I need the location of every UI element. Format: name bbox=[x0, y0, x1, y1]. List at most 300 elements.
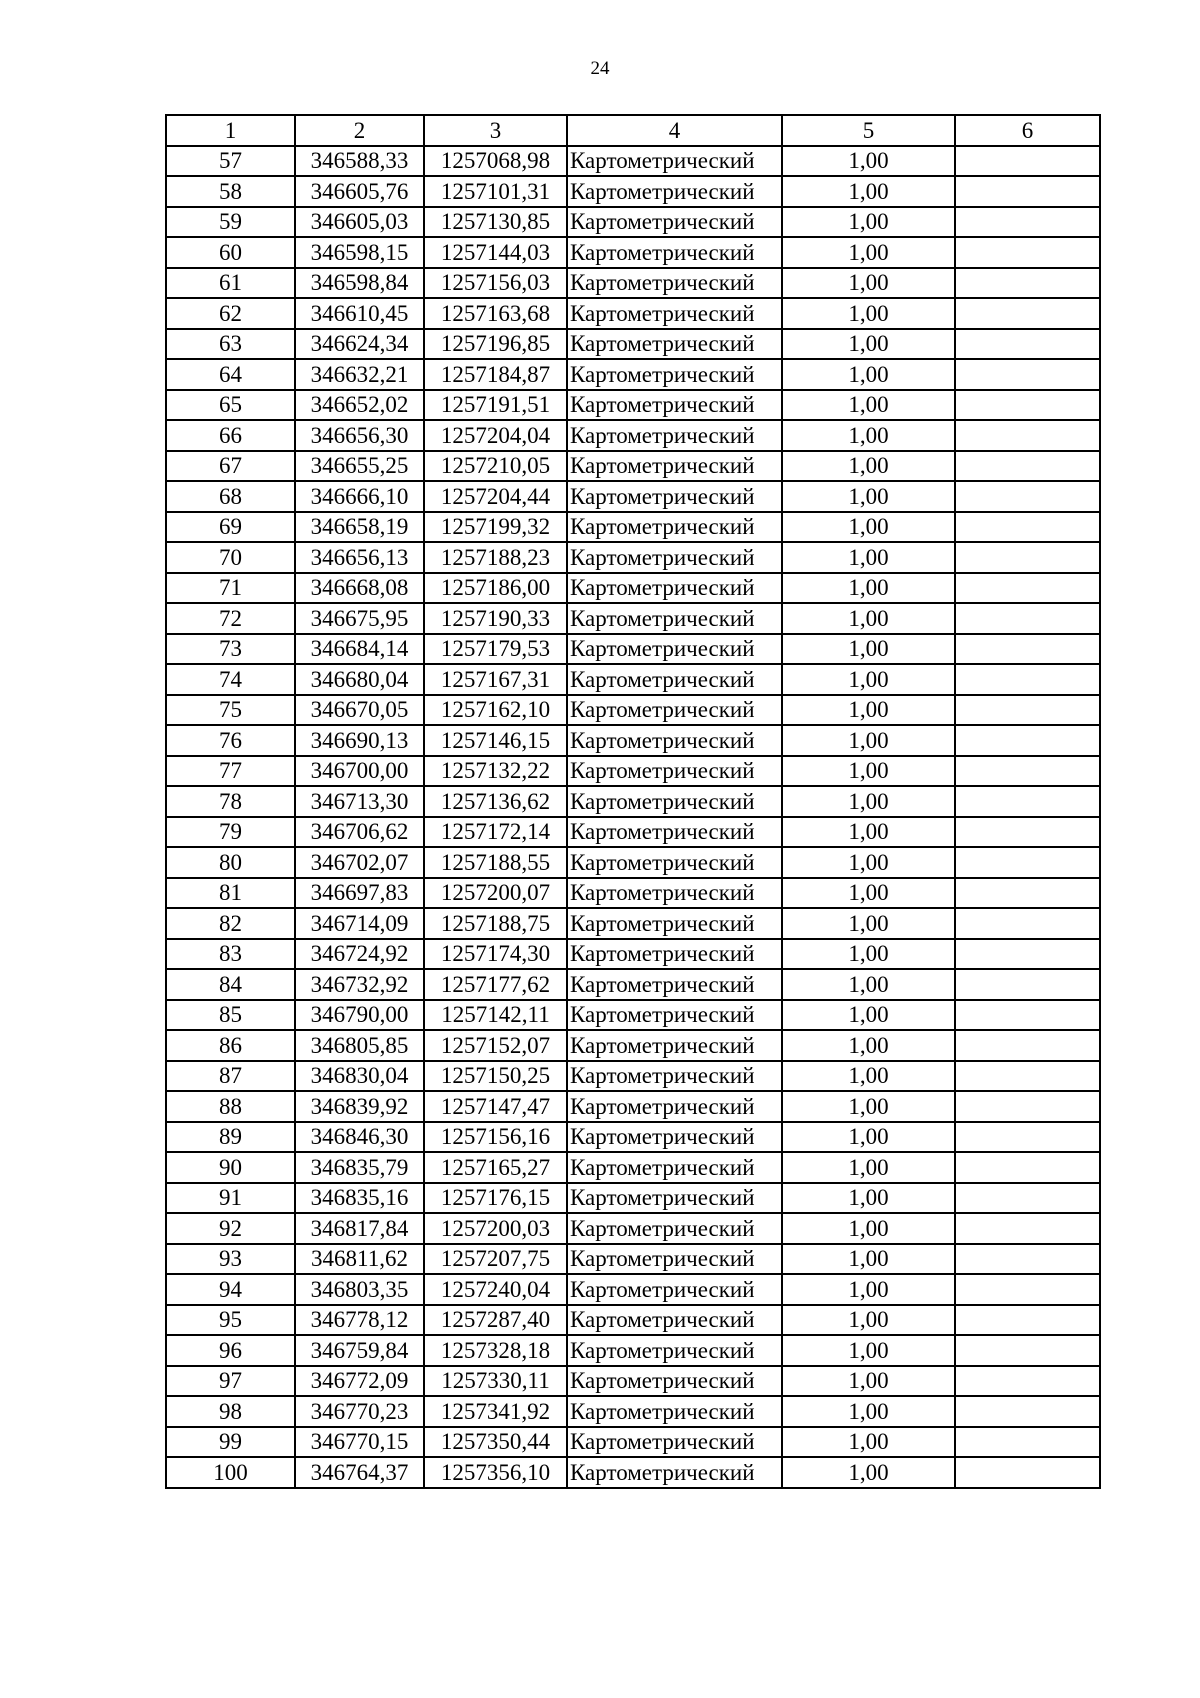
x-coordinate-cell: 346803,35 bbox=[295, 1274, 424, 1305]
y-coordinate-cell: 1257287,40 bbox=[424, 1305, 567, 1336]
note-cell bbox=[955, 207, 1100, 238]
table-row bbox=[166, 1366, 1100, 1397]
table-row bbox=[166, 878, 1100, 909]
x-coordinate-cell: 346655,25 bbox=[295, 451, 424, 482]
note-cell bbox=[955, 1244, 1100, 1275]
method-cell: Картометрический bbox=[567, 1457, 782, 1488]
note-cell bbox=[955, 390, 1100, 421]
y-coordinate-cell: 1257176,15 bbox=[424, 1183, 567, 1214]
table-row bbox=[166, 908, 1100, 939]
method-cell: Картометрический bbox=[567, 969, 782, 1000]
point-number-cell: 75 bbox=[166, 695, 295, 726]
point-number-cell: 74 bbox=[166, 664, 295, 695]
method-cell: Картометрический bbox=[567, 1030, 782, 1061]
method-cell: Картометрический bbox=[567, 1213, 782, 1244]
point-number-cell: 97 bbox=[166, 1366, 295, 1397]
table-row bbox=[166, 664, 1100, 695]
accuracy-cell: 1,00 bbox=[782, 664, 955, 695]
point-number-cell: 85 bbox=[166, 1000, 295, 1031]
accuracy-cell: 1,00 bbox=[782, 634, 955, 665]
table-row bbox=[166, 786, 1100, 817]
note-cell bbox=[955, 1366, 1100, 1397]
accuracy-cell: 1,00 bbox=[782, 756, 955, 787]
accuracy-cell: 1,00 bbox=[782, 1457, 955, 1488]
method-cell: Картометрический bbox=[567, 207, 782, 238]
method-cell: Картометрический bbox=[567, 939, 782, 970]
accuracy-cell: 1,00 bbox=[782, 146, 955, 177]
table-row bbox=[166, 512, 1100, 543]
note-cell bbox=[955, 542, 1100, 573]
table-row bbox=[166, 1000, 1100, 1031]
accuracy-cell: 1,00 bbox=[782, 1122, 955, 1153]
table-row bbox=[166, 1061, 1100, 1092]
point-number-cell: 70 bbox=[166, 542, 295, 573]
point-number-cell: 93 bbox=[166, 1244, 295, 1275]
accuracy-cell: 1,00 bbox=[782, 542, 955, 573]
accuracy-cell: 1,00 bbox=[782, 939, 955, 970]
point-number-cell: 68 bbox=[166, 481, 295, 512]
method-cell: Картометрический bbox=[567, 390, 782, 421]
y-coordinate-cell: 1257356,10 bbox=[424, 1457, 567, 1488]
accuracy-cell: 1,00 bbox=[782, 817, 955, 848]
point-number-cell: 72 bbox=[166, 603, 295, 634]
point-number-cell: 98 bbox=[166, 1396, 295, 1427]
x-coordinate-cell: 346700,00 bbox=[295, 756, 424, 787]
header-row bbox=[166, 115, 1100, 146]
x-coordinate-cell: 346670,05 bbox=[295, 695, 424, 726]
method-cell: Картометрический bbox=[567, 1427, 782, 1458]
x-coordinate-cell: 346632,21 bbox=[295, 359, 424, 390]
method-cell: Картометрический bbox=[567, 329, 782, 360]
note-cell bbox=[955, 1152, 1100, 1183]
note-cell bbox=[955, 451, 1100, 482]
accuracy-cell: 1,00 bbox=[782, 1244, 955, 1275]
page-number: 24 bbox=[590, 58, 610, 79]
method-cell: Картометрический bbox=[567, 298, 782, 329]
y-coordinate-cell: 1257188,55 bbox=[424, 847, 567, 878]
table-row bbox=[166, 298, 1100, 329]
accuracy-cell: 1,00 bbox=[782, 298, 955, 329]
accuracy-cell: 1,00 bbox=[782, 359, 955, 390]
y-coordinate-cell: 1257147,47 bbox=[424, 1091, 567, 1122]
column-header: 3 bbox=[424, 115, 567, 146]
note-cell bbox=[955, 1183, 1100, 1214]
y-coordinate-cell: 1257136,62 bbox=[424, 786, 567, 817]
method-cell: Картометрический bbox=[567, 695, 782, 726]
x-coordinate-cell: 346697,83 bbox=[295, 878, 424, 909]
note-cell bbox=[955, 1091, 1100, 1122]
x-coordinate-cell: 346605,76 bbox=[295, 176, 424, 207]
table-row bbox=[166, 1213, 1100, 1244]
x-coordinate-cell: 346724,92 bbox=[295, 939, 424, 970]
accuracy-cell: 1,00 bbox=[782, 1396, 955, 1427]
x-coordinate-cell: 346835,79 bbox=[295, 1152, 424, 1183]
table-row bbox=[166, 695, 1100, 726]
method-cell: Картометрический bbox=[567, 573, 782, 604]
x-coordinate-cell: 346778,12 bbox=[295, 1305, 424, 1336]
point-number-cell: 90 bbox=[166, 1152, 295, 1183]
y-coordinate-cell: 1257199,32 bbox=[424, 512, 567, 543]
note-cell bbox=[955, 939, 1100, 970]
note-cell bbox=[955, 146, 1100, 177]
y-coordinate-cell: 1257350,44 bbox=[424, 1427, 567, 1458]
note-cell bbox=[955, 268, 1100, 299]
accuracy-cell: 1,00 bbox=[782, 786, 955, 817]
y-coordinate-cell: 1257191,51 bbox=[424, 390, 567, 421]
y-coordinate-cell: 1257200,07 bbox=[424, 878, 567, 909]
table-row bbox=[166, 237, 1100, 268]
note-cell bbox=[955, 1396, 1100, 1427]
y-coordinate-cell: 1257188,23 bbox=[424, 542, 567, 573]
point-number-cell: 80 bbox=[166, 847, 295, 878]
point-number-cell: 87 bbox=[166, 1061, 295, 1092]
table-row bbox=[166, 756, 1100, 787]
accuracy-cell: 1,00 bbox=[782, 878, 955, 909]
method-cell: Картометрический bbox=[567, 359, 782, 390]
note-cell bbox=[955, 1427, 1100, 1458]
note-cell bbox=[955, 1061, 1100, 1092]
point-number-cell: 69 bbox=[166, 512, 295, 543]
x-coordinate-cell: 346680,04 bbox=[295, 664, 424, 695]
note-cell bbox=[955, 725, 1100, 756]
y-coordinate-cell: 1257174,30 bbox=[424, 939, 567, 970]
method-cell: Картометрический bbox=[567, 634, 782, 665]
accuracy-cell: 1,00 bbox=[782, 420, 955, 451]
point-number-cell: 73 bbox=[166, 634, 295, 665]
note-cell bbox=[955, 1335, 1100, 1366]
x-coordinate-cell: 346702,07 bbox=[295, 847, 424, 878]
accuracy-cell: 1,00 bbox=[782, 1366, 955, 1397]
point-number-cell: 79 bbox=[166, 817, 295, 848]
y-coordinate-cell: 1257177,62 bbox=[424, 969, 567, 1000]
y-coordinate-cell: 1257068,98 bbox=[424, 146, 567, 177]
y-coordinate-cell: 1257165,27 bbox=[424, 1152, 567, 1183]
method-cell: Картометрический bbox=[567, 756, 782, 787]
table-row bbox=[166, 390, 1100, 421]
note-cell bbox=[955, 969, 1100, 1000]
x-coordinate-cell: 346684,14 bbox=[295, 634, 424, 665]
table-row bbox=[166, 1244, 1100, 1275]
method-cell: Картометрический bbox=[567, 512, 782, 543]
method-cell: Картометрический bbox=[567, 268, 782, 299]
x-coordinate-cell: 346675,95 bbox=[295, 603, 424, 634]
column-header: 6 bbox=[955, 115, 1100, 146]
y-coordinate-cell: 1257162,10 bbox=[424, 695, 567, 726]
accuracy-cell: 1,00 bbox=[782, 1091, 955, 1122]
column-header: 1 bbox=[166, 115, 295, 146]
point-number-cell: 64 bbox=[166, 359, 295, 390]
y-coordinate-cell: 1257132,22 bbox=[424, 756, 567, 787]
accuracy-cell: 1,00 bbox=[782, 268, 955, 299]
x-coordinate-cell: 346805,85 bbox=[295, 1030, 424, 1061]
x-coordinate-cell: 346624,34 bbox=[295, 329, 424, 360]
method-cell: Картометрический bbox=[567, 847, 782, 878]
accuracy-cell: 1,00 bbox=[782, 390, 955, 421]
note-cell bbox=[955, 237, 1100, 268]
y-coordinate-cell: 1257188,75 bbox=[424, 908, 567, 939]
x-coordinate-cell: 346656,30 bbox=[295, 420, 424, 451]
x-coordinate-cell: 346706,62 bbox=[295, 817, 424, 848]
note-cell bbox=[955, 878, 1100, 909]
table-row bbox=[166, 176, 1100, 207]
method-cell: Картометрический bbox=[567, 237, 782, 268]
accuracy-cell: 1,00 bbox=[782, 451, 955, 482]
note-cell bbox=[955, 329, 1100, 360]
method-cell: Картометрический bbox=[567, 1061, 782, 1092]
accuracy-cell: 1,00 bbox=[782, 847, 955, 878]
table-header bbox=[166, 115, 1100, 146]
table-row bbox=[166, 634, 1100, 665]
accuracy-cell: 1,00 bbox=[782, 1152, 955, 1183]
y-coordinate-cell: 1257200,03 bbox=[424, 1213, 567, 1244]
point-number-cell: 61 bbox=[166, 268, 295, 299]
x-coordinate-cell: 346610,45 bbox=[295, 298, 424, 329]
table-row bbox=[166, 359, 1100, 390]
y-coordinate-cell: 1257179,53 bbox=[424, 634, 567, 665]
note-cell bbox=[955, 1122, 1100, 1153]
point-number-cell: 67 bbox=[166, 451, 295, 482]
method-cell: Картометрический bbox=[567, 1366, 782, 1397]
accuracy-cell: 1,00 bbox=[782, 1213, 955, 1244]
point-number-cell: 57 bbox=[166, 146, 295, 177]
y-coordinate-cell: 1257328,18 bbox=[424, 1335, 567, 1366]
x-coordinate-cell: 346652,02 bbox=[295, 390, 424, 421]
y-coordinate-cell: 1257196,85 bbox=[424, 329, 567, 360]
point-number-cell: 86 bbox=[166, 1030, 295, 1061]
point-number-cell: 82 bbox=[166, 908, 295, 939]
note-cell bbox=[955, 664, 1100, 695]
y-coordinate-cell: 1257163,68 bbox=[424, 298, 567, 329]
accuracy-cell: 1,00 bbox=[782, 969, 955, 1000]
accuracy-cell: 1,00 bbox=[782, 603, 955, 634]
point-number-cell: 89 bbox=[166, 1122, 295, 1153]
method-cell: Картометрический bbox=[567, 603, 782, 634]
x-coordinate-cell: 346690,13 bbox=[295, 725, 424, 756]
table-row bbox=[166, 1152, 1100, 1183]
table-row bbox=[166, 420, 1100, 451]
accuracy-cell: 1,00 bbox=[782, 1061, 955, 1092]
x-coordinate-cell: 346656,13 bbox=[295, 542, 424, 573]
point-number-cell: 66 bbox=[166, 420, 295, 451]
accuracy-cell: 1,00 bbox=[782, 1030, 955, 1061]
point-number-cell: 100 bbox=[166, 1457, 295, 1488]
table-row bbox=[166, 481, 1100, 512]
point-number-cell: 96 bbox=[166, 1335, 295, 1366]
note-cell bbox=[955, 1030, 1100, 1061]
table-row bbox=[166, 817, 1100, 848]
note-cell bbox=[955, 298, 1100, 329]
point-number-cell: 88 bbox=[166, 1091, 295, 1122]
method-cell: Картометрический bbox=[567, 1152, 782, 1183]
table-row bbox=[166, 573, 1100, 604]
x-coordinate-cell: 346588,33 bbox=[295, 146, 424, 177]
x-coordinate-cell: 346658,19 bbox=[295, 512, 424, 543]
table-row bbox=[166, 1427, 1100, 1458]
table-row bbox=[166, 542, 1100, 573]
accuracy-cell: 1,00 bbox=[782, 176, 955, 207]
note-cell bbox=[955, 1274, 1100, 1305]
point-number-cell: 81 bbox=[166, 878, 295, 909]
method-cell: Картометрический bbox=[567, 725, 782, 756]
note-cell bbox=[955, 573, 1100, 604]
note-cell bbox=[955, 1213, 1100, 1244]
y-coordinate-cell: 1257184,87 bbox=[424, 359, 567, 390]
note-cell bbox=[955, 786, 1100, 817]
point-number-cell: 91 bbox=[166, 1183, 295, 1214]
note-cell bbox=[955, 359, 1100, 390]
method-cell: Картометрический bbox=[567, 1335, 782, 1366]
accuracy-cell: 1,00 bbox=[782, 237, 955, 268]
accuracy-cell: 1,00 bbox=[782, 1335, 955, 1366]
accuracy-cell: 1,00 bbox=[782, 725, 955, 756]
point-number-cell: 92 bbox=[166, 1213, 295, 1244]
y-coordinate-cell: 1257152,07 bbox=[424, 1030, 567, 1061]
y-coordinate-cell: 1257130,85 bbox=[424, 207, 567, 238]
method-cell: Картометрический bbox=[567, 146, 782, 177]
y-coordinate-cell: 1257240,04 bbox=[424, 1274, 567, 1305]
method-cell: Картометрический bbox=[567, 176, 782, 207]
accuracy-cell: 1,00 bbox=[782, 1274, 955, 1305]
x-coordinate-cell: 346598,15 bbox=[295, 237, 424, 268]
method-cell: Картометрический bbox=[567, 451, 782, 482]
point-number-cell: 83 bbox=[166, 939, 295, 970]
note-cell bbox=[955, 420, 1100, 451]
method-cell: Картометрический bbox=[567, 1305, 782, 1336]
note-cell bbox=[955, 1457, 1100, 1488]
x-coordinate-cell: 346714,09 bbox=[295, 908, 424, 939]
method-cell: Картометрический bbox=[567, 542, 782, 573]
note-cell bbox=[955, 695, 1100, 726]
y-coordinate-cell: 1257142,11 bbox=[424, 1000, 567, 1031]
table-row bbox=[166, 1274, 1100, 1305]
table-row bbox=[166, 1396, 1100, 1427]
accuracy-cell: 1,00 bbox=[782, 481, 955, 512]
y-coordinate-cell: 1257172,14 bbox=[424, 817, 567, 848]
table-row bbox=[166, 847, 1100, 878]
table-row bbox=[166, 146, 1100, 177]
point-number-cell: 99 bbox=[166, 1427, 295, 1458]
method-cell: Картометрический bbox=[567, 786, 782, 817]
accuracy-cell: 1,00 bbox=[782, 512, 955, 543]
table-row bbox=[166, 329, 1100, 360]
method-cell: Картометрический bbox=[567, 664, 782, 695]
column-header: 4 bbox=[567, 115, 782, 146]
y-coordinate-cell: 1257144,03 bbox=[424, 237, 567, 268]
table-row bbox=[166, 1335, 1100, 1366]
point-number-cell: 60 bbox=[166, 237, 295, 268]
point-number-cell: 94 bbox=[166, 1274, 295, 1305]
y-coordinate-cell: 1257156,16 bbox=[424, 1122, 567, 1153]
x-coordinate-cell: 346770,15 bbox=[295, 1427, 424, 1458]
y-coordinate-cell: 1257341,92 bbox=[424, 1396, 567, 1427]
x-coordinate-cell: 346790,00 bbox=[295, 1000, 424, 1031]
x-coordinate-cell: 346732,92 bbox=[295, 969, 424, 1000]
note-cell bbox=[955, 1305, 1100, 1336]
note-cell bbox=[955, 603, 1100, 634]
method-cell: Картометрический bbox=[567, 1000, 782, 1031]
table-row bbox=[166, 1091, 1100, 1122]
table-row bbox=[166, 603, 1100, 634]
x-coordinate-cell: 346764,37 bbox=[295, 1457, 424, 1488]
point-number-cell: 62 bbox=[166, 298, 295, 329]
note-cell bbox=[955, 481, 1100, 512]
method-cell: Картометрический bbox=[567, 817, 782, 848]
column-header: 2 bbox=[295, 115, 424, 146]
y-coordinate-cell: 1257204,44 bbox=[424, 481, 567, 512]
method-cell: Картометрический bbox=[567, 908, 782, 939]
accuracy-cell: 1,00 bbox=[782, 1305, 955, 1336]
note-cell bbox=[955, 1000, 1100, 1031]
y-coordinate-cell: 1257156,03 bbox=[424, 268, 567, 299]
x-coordinate-cell: 346835,16 bbox=[295, 1183, 424, 1214]
coordinates-table bbox=[165, 114, 1101, 1489]
table-row bbox=[166, 1122, 1100, 1153]
point-number-cell: 58 bbox=[166, 176, 295, 207]
table-row bbox=[166, 1183, 1100, 1214]
y-coordinate-cell: 1257150,25 bbox=[424, 1061, 567, 1092]
accuracy-cell: 1,00 bbox=[782, 329, 955, 360]
method-cell: Картометрический bbox=[567, 1244, 782, 1275]
x-coordinate-cell: 346817,84 bbox=[295, 1213, 424, 1244]
y-coordinate-cell: 1257146,15 bbox=[424, 725, 567, 756]
y-coordinate-cell: 1257204,04 bbox=[424, 420, 567, 451]
x-coordinate-cell: 346598,84 bbox=[295, 268, 424, 299]
y-coordinate-cell: 1257190,33 bbox=[424, 603, 567, 634]
method-cell: Картометрический bbox=[567, 1122, 782, 1153]
note-cell bbox=[955, 176, 1100, 207]
x-coordinate-cell: 346666,10 bbox=[295, 481, 424, 512]
point-number-cell: 71 bbox=[166, 573, 295, 604]
accuracy-cell: 1,00 bbox=[782, 908, 955, 939]
table-row bbox=[166, 725, 1100, 756]
note-cell bbox=[955, 817, 1100, 848]
x-coordinate-cell: 346668,08 bbox=[295, 573, 424, 604]
column-header: 5 bbox=[782, 115, 955, 146]
method-cell: Картометрический bbox=[567, 878, 782, 909]
accuracy-cell: 1,00 bbox=[782, 695, 955, 726]
y-coordinate-cell: 1257186,00 bbox=[424, 573, 567, 604]
x-coordinate-cell: 346811,62 bbox=[295, 1244, 424, 1275]
accuracy-cell: 1,00 bbox=[782, 207, 955, 238]
method-cell: Картометрический bbox=[567, 481, 782, 512]
method-cell: Картометрический bbox=[567, 1091, 782, 1122]
x-coordinate-cell: 346759,84 bbox=[295, 1335, 424, 1366]
table-row bbox=[166, 268, 1100, 299]
point-number-cell: 63 bbox=[166, 329, 295, 360]
accuracy-cell: 1,00 bbox=[782, 1427, 955, 1458]
table-row bbox=[166, 451, 1100, 482]
table-row bbox=[166, 1305, 1100, 1336]
point-number-cell: 95 bbox=[166, 1305, 295, 1336]
x-coordinate-cell: 346772,09 bbox=[295, 1366, 424, 1397]
table-row bbox=[166, 207, 1100, 238]
note-cell bbox=[955, 847, 1100, 878]
x-coordinate-cell: 346713,30 bbox=[295, 786, 424, 817]
accuracy-cell: 1,00 bbox=[782, 1000, 955, 1031]
x-coordinate-cell: 346846,30 bbox=[295, 1122, 424, 1153]
method-cell: Картометрический bbox=[567, 420, 782, 451]
x-coordinate-cell: 346770,23 bbox=[295, 1396, 424, 1427]
x-coordinate-cell: 346830,04 bbox=[295, 1061, 424, 1092]
accuracy-cell: 1,00 bbox=[782, 573, 955, 604]
y-coordinate-cell: 1257101,31 bbox=[424, 176, 567, 207]
method-cell: Картометрический bbox=[567, 1396, 782, 1427]
point-number-cell: 59 bbox=[166, 207, 295, 238]
note-cell bbox=[955, 908, 1100, 939]
y-coordinate-cell: 1257330,11 bbox=[424, 1366, 567, 1397]
y-coordinate-cell: 1257207,75 bbox=[424, 1244, 567, 1275]
note-cell bbox=[955, 634, 1100, 665]
